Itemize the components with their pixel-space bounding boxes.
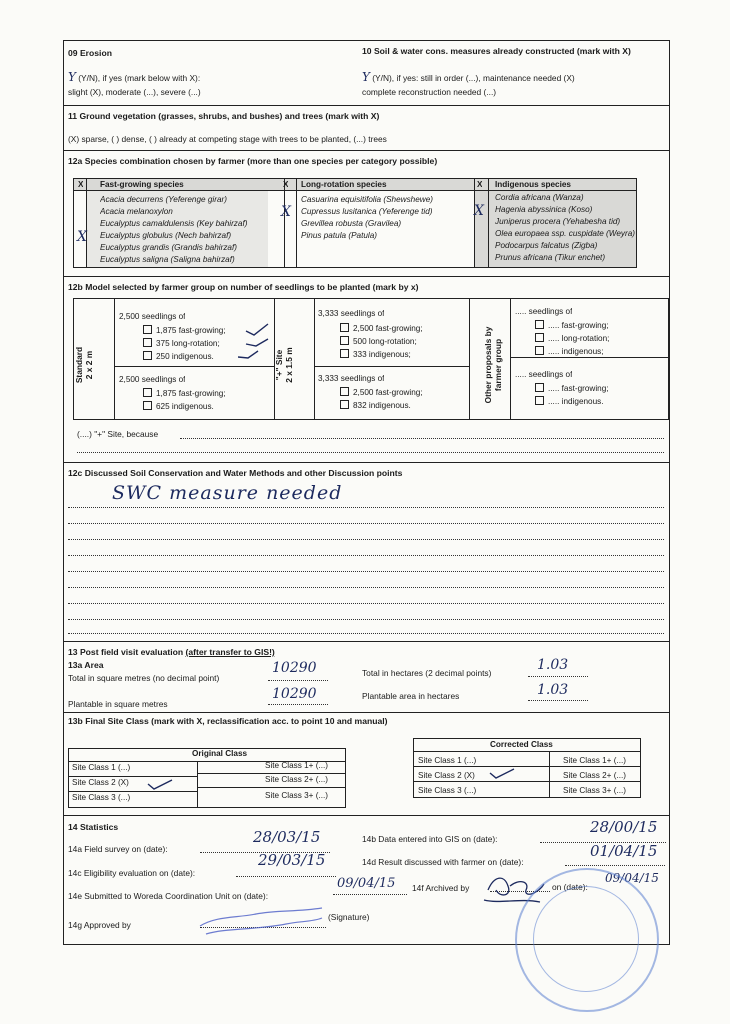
checkbox[interactable]	[535, 383, 544, 392]
long-mark: X	[281, 204, 291, 220]
s13-title	[68, 647, 275, 657]
long-species: Grevillea robusta (Gravilea)	[301, 219, 402, 228]
opt-label: 2,500 fast-growing;	[353, 388, 423, 397]
indig-species: Hagenia abyssinica (Koso)	[495, 205, 593, 214]
opt-label: ..... indigenous;	[548, 347, 604, 356]
because-line[interactable]	[180, 438, 664, 439]
s10-value: Y	[362, 70, 370, 84]
notes-line[interactable]	[68, 619, 664, 620]
long-species: Pinus patula (Patula)	[301, 231, 378, 240]
fast-mark: X	[77, 229, 87, 245]
divider	[63, 815, 670, 816]
plantable-ha-label: Plantable area in hectares	[362, 691, 460, 701]
opt-label: ..... fast-growing;	[548, 384, 609, 393]
s14d-label: 14d Result discussed with farmer on (date):	[362, 857, 524, 867]
fast-species: Acacia decurrens (Yeferenge girar)	[100, 195, 227, 204]
checkbox[interactable]	[535, 346, 544, 355]
opt-label: ..... indigenous.	[548, 397, 604, 406]
opt-label: ..... long-rotation;	[548, 334, 610, 343]
checkbox[interactable]	[143, 325, 152, 334]
checkbox[interactable]	[143, 338, 152, 347]
corrected-class-header: Corrected Class	[490, 740, 553, 749]
std-b-head: 2,500 seedlings of	[119, 375, 186, 384]
opt-label: 1,875 fast-growing;	[156, 389, 226, 398]
divider	[63, 641, 670, 642]
other-a-opt[interactable]	[535, 320, 609, 331]
s09-title: 09 Erosion	[68, 48, 112, 58]
indigenous-header: Indigenous species	[495, 180, 571, 189]
opt-label: 832 indigenous.	[353, 401, 411, 410]
corr-site-class[interactable]: Site Class 1 (...)	[418, 756, 477, 765]
other-proposals-label	[483, 320, 503, 410]
plantable-sqm-value[interactable]: 10290	[272, 686, 317, 702]
std-a-head: 2,500 seedlings of	[119, 312, 186, 321]
other-b-opt[interactable]	[535, 396, 604, 407]
opt-label: 375 long-rotation;	[156, 339, 220, 348]
notes-line[interactable]	[68, 633, 664, 634]
divider	[63, 276, 670, 277]
indig-species: Podocarpus falcatus (Zigba)	[495, 241, 598, 250]
other-a-opt[interactable]	[535, 346, 604, 357]
s14a-value[interactable]: 28/03/15	[253, 828, 321, 846]
notes-line[interactable]	[68, 539, 664, 540]
s11-line: (X) sparse, ( ) dense, ( ) already at competing stage with trees to be planted, (...) trees	[68, 134, 387, 144]
standard-size-text: 2 x 2 m	[84, 350, 94, 380]
standard-label-text: Standard	[74, 346, 84, 384]
orig-site-class-plus[interactable]: Site Class 1+ (...)	[265, 761, 329, 770]
orig-site-class-plus[interactable]: Site Class 3+ (...)	[265, 791, 329, 800]
plus-size-text: 2 x 1.5 m	[284, 347, 294, 383]
s09-value: Y	[68, 70, 76, 84]
checkbox[interactable]	[143, 351, 152, 360]
approved-by-signature-stamp	[196, 904, 326, 938]
other-label2-text: farmer group	[493, 338, 503, 392]
opt-label: 625 indigenous.	[156, 402, 214, 411]
divider	[63, 462, 670, 463]
other-b-head: ..... seedlings of	[515, 370, 573, 379]
opt-label: 250 indigenous.	[156, 352, 214, 361]
handwritten-tick	[146, 778, 176, 792]
indig-species: Prunus africana (Tikur enchet)	[495, 253, 606, 262]
s14g-label: 14g Approved by	[68, 920, 131, 930]
notes-line[interactable]	[68, 603, 664, 604]
divider	[63, 712, 670, 713]
fast-species: Eucalyptus camaldulensis (Key bahirzaf)	[100, 219, 248, 228]
indig-x-header: X	[477, 180, 483, 189]
plus-label-text: "+" Site	[274, 349, 284, 381]
checkbox[interactable]	[535, 333, 544, 342]
s13-title-text: 13 Post field visit evaluation	[68, 647, 184, 657]
s14b-label: 14b Data entered into GIS on (date):	[362, 834, 498, 844]
plus-a-opt[interactable]	[340, 323, 423, 334]
s14c-value[interactable]: 29/03/15	[258, 851, 326, 869]
s09-line1	[68, 72, 200, 83]
notes-line[interactable]	[68, 587, 664, 588]
long-header: Long-rotation species	[301, 180, 387, 189]
standard-label	[74, 335, 94, 395]
long-species: Casuarina equisitifolia (Shewshewe)	[301, 195, 433, 204]
fast-species: Eucalyptus grandis (Grandis bahirzaf)	[100, 243, 237, 252]
field-line	[565, 865, 665, 866]
plus-b-opt[interactable]	[340, 400, 411, 411]
orig-site-class[interactable]: Site Class 2 (X)	[72, 778, 129, 787]
orig-site-class[interactable]: Site Class 1 (...)	[72, 763, 131, 772]
checkbox[interactable]	[143, 401, 152, 410]
std-a-opt[interactable]	[143, 338, 220, 349]
ha-value[interactable]: 1.03	[537, 657, 569, 673]
checkbox[interactable]	[340, 349, 349, 358]
fast-species: Acacia melanoxylon	[100, 207, 173, 216]
s09-question: (Y/N), if yes (mark below with X):	[78, 73, 201, 83]
notes-line[interactable]	[68, 555, 664, 556]
s10-line2: complete reconstruction needed (...)	[362, 87, 497, 97]
opt-label: 1,875 fast-growing;	[156, 326, 226, 335]
checkbox[interactable]	[340, 400, 349, 409]
s09-line2: slight (X), moderate (...), severe (...)	[68, 87, 201, 97]
corr-site-class-plus[interactable]: Site Class 3+ (...)	[563, 786, 627, 795]
std-b-opt[interactable]	[143, 401, 214, 412]
checkbox[interactable]	[340, 323, 349, 332]
corr-site-class-plus[interactable]: Site Class 2+ (...)	[563, 771, 627, 780]
checkbox[interactable]	[340, 336, 349, 345]
plus-b-head: 3,333 seedlings of	[318, 374, 385, 383]
std-b-opt[interactable]	[143, 388, 226, 399]
notes-line[interactable]	[68, 523, 664, 524]
s10-title: 10 Soil & water cons. measures already constructed (mark with X)	[362, 46, 631, 56]
handwritten-tick	[488, 767, 518, 781]
s10-line1	[362, 72, 575, 83]
official-seal-inner-ring	[533, 886, 639, 992]
s14b-value[interactable]: 28/00/15	[590, 818, 658, 836]
sqm-label: Total in square metres (no decimal point)	[68, 673, 220, 683]
sqm-value[interactable]: 10290	[272, 660, 317, 676]
fast-header: Fast-growing species	[100, 180, 184, 189]
opt-label: 2,500 fast-growing;	[353, 324, 423, 333]
s12c-title: 12c Discussed Soil Conservation and Water Methods and other Discussion points	[68, 468, 403, 478]
checkbox[interactable]	[340, 387, 349, 396]
field-line	[528, 700, 588, 701]
opt-label: ..... fast-growing;	[548, 321, 609, 330]
s14-title: 14 Statistics	[68, 822, 119, 832]
checkbox[interactable]	[143, 388, 152, 397]
long-x-header: X	[283, 180, 289, 189]
s14a-label: 14a Field survey on (date):	[68, 844, 168, 854]
field-line	[268, 680, 328, 681]
std-a-opt[interactable]	[143, 325, 226, 336]
field-line	[333, 894, 407, 895]
corr-site-class[interactable]: Site Class 3 (...)	[418, 786, 477, 795]
corr-site-class-plus[interactable]: Site Class 1+ (...)	[563, 756, 627, 765]
other-a-head: ..... seedlings of	[515, 307, 573, 316]
std-a-opt[interactable]	[143, 351, 214, 362]
s12c-handwritten-note: SWC measure needed	[112, 482, 343, 504]
indig-mark: X	[474, 203, 484, 219]
notes-line[interactable]	[68, 571, 664, 572]
plantable-ha-value[interactable]: 1.03	[537, 682, 569, 698]
s14f-on-label: on (date):	[552, 882, 588, 892]
fast-species: Eucalyptus saligna (Saligna bahirzaf)	[100, 255, 235, 264]
s13-title-underlined: (after transfer to GIS!)	[185, 647, 275, 657]
plus-a-opt[interactable]	[340, 336, 417, 347]
handwritten-ticks	[238, 320, 278, 365]
s10-question: (Y/N), if yes: still in order (...), maintenance needed (X)	[372, 73, 575, 83]
s14f-value[interactable]: 09/04/15	[605, 871, 659, 885]
opt-label: 500 long-rotation;	[353, 337, 417, 346]
plus-a-opt[interactable]	[340, 349, 411, 360]
divider	[63, 150, 670, 151]
other-label-text: Other proposals by	[483, 326, 493, 404]
orig-site-class[interactable]: Site Class 3 (...)	[72, 793, 131, 802]
corr-site-class[interactable]: Site Class 2 (X)	[418, 771, 475, 780]
s11-title: 11 Ground vegetation (grasses, shrubs, and bushes) and trees (mark with X)	[68, 111, 380, 121]
s14f-label: 14f Archived by	[412, 883, 470, 893]
plus-a-head: 3,333 seedlings of	[318, 309, 385, 318]
s14e-value[interactable]: 09/04/15	[337, 876, 396, 891]
s14e-label: 14e Submitted to Woreda Coordination Unit on (date):	[68, 891, 269, 901]
plantable-sqm-label: Plantable in square metres	[68, 699, 168, 709]
field-line	[236, 876, 336, 877]
orig-site-class-plus[interactable]: Site Class 2+ (...)	[265, 775, 329, 784]
long-species: Cupressus lusitanica (Yeferenge tid)	[301, 207, 433, 216]
because-line[interactable]	[77, 452, 664, 453]
plus-b-opt[interactable]	[340, 387, 423, 398]
s12b-title: 12b Model selected by farmer group on number of seedlings to be planted (mark by x)	[68, 282, 419, 292]
plus-site-because-label: (....) "+" Site, because	[77, 429, 159, 439]
notes-line[interactable]	[68, 507, 664, 508]
divider	[63, 105, 670, 106]
indig-species: Olea europaea ssp. cuspidate (Weyra)	[495, 229, 636, 238]
indig-species: Cordia africana (Wanza)	[495, 193, 584, 202]
other-a-opt[interactable]	[535, 333, 609, 344]
field-line	[268, 704, 328, 705]
other-b-opt[interactable]	[535, 383, 609, 394]
indig-species: Juniperus procera (Yehabesha tid)	[495, 217, 621, 226]
opt-label: 333 indigenous;	[353, 350, 411, 359]
original-class-header: Original Class	[192, 749, 248, 758]
checkbox[interactable]	[535, 396, 544, 405]
fast-species: Eucalyptus globulus (Nech bahirzaf)	[100, 231, 232, 240]
s13b-title: 13b Final Site Class (mark with X, reclassification acc. to point 10 and manual)	[68, 716, 388, 726]
species-x-header: X	[78, 180, 84, 189]
ha-label: Total in hectares (2 decimal points)	[362, 668, 492, 678]
s14c-label: 14c Eligibility evaluation on (date):	[68, 868, 196, 878]
s12a-title: 12a Species combination chosen by farmer (more than one species per category possible)	[68, 156, 438, 166]
s14g-signature-label: (Signature)	[328, 912, 370, 922]
s14d-value[interactable]: 01/04/15	[590, 842, 658, 860]
field-line	[528, 676, 588, 677]
s13a-title: 13a Area	[68, 660, 104, 670]
checkbox[interactable]	[535, 320, 544, 329]
